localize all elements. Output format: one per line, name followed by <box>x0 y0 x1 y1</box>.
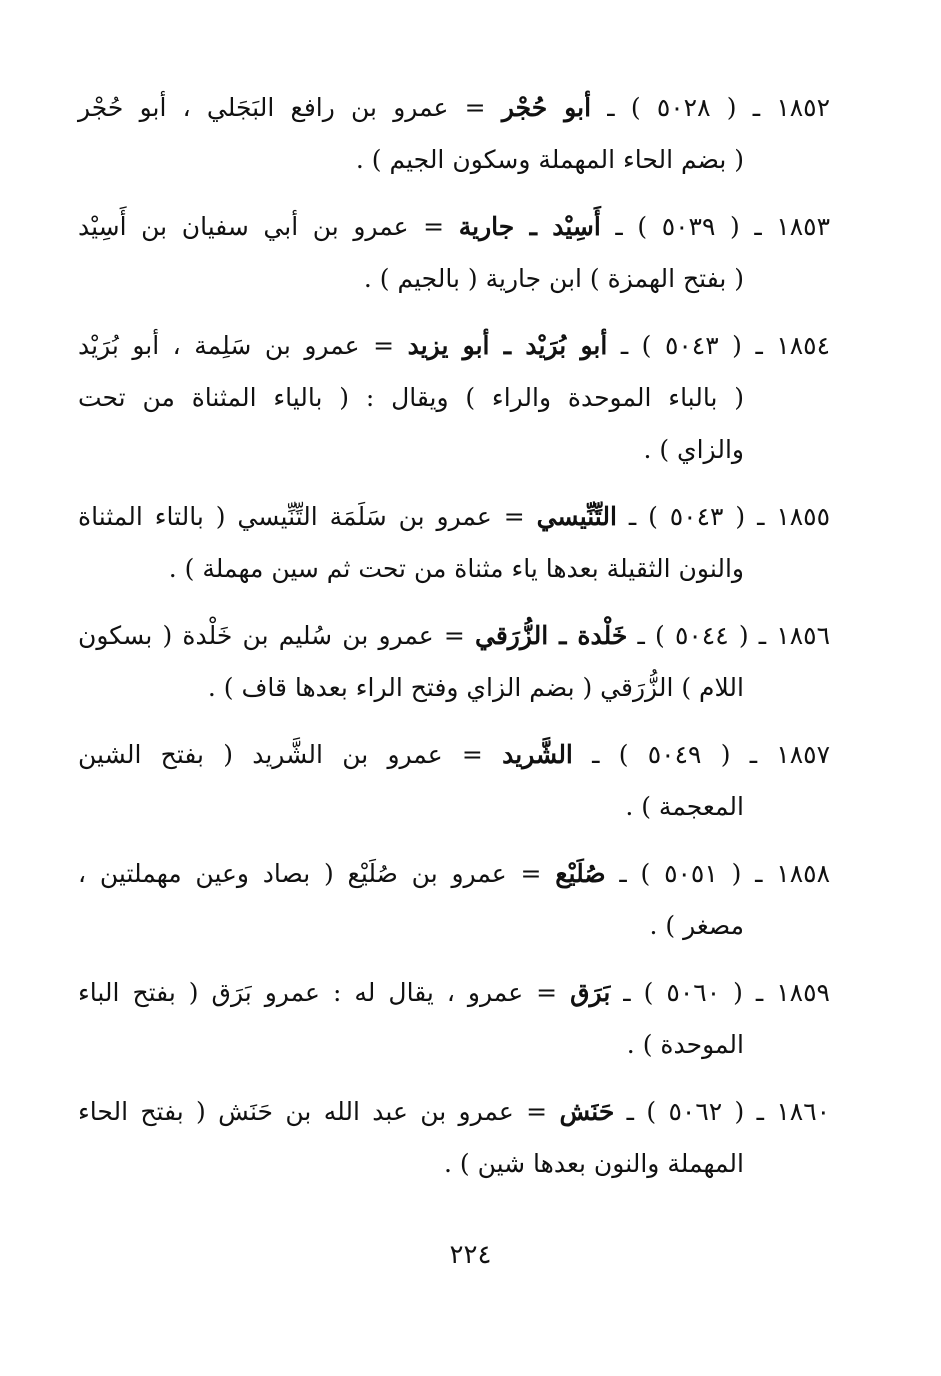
entry-1857: ١٨٥٧ ـ ( ٥٠٤٩ ) ـ الشَّريد = عمرو بن الشَّريد ( بفتح الشين المعجمة ) . <box>78 729 830 833</box>
entry-1854: ١٨٥٤ ـ ( ٥٠٤٣ ) ـ أبو بُرَيْد ـ أبو يزيد = عمرو بن سَلِمة ، أبو بُرَيْد ( بالباء الموحدة والراء ) ويقال : ( بالياء المثناة من تحت والزاي ) . <box>78 320 830 476</box>
page-number: ٢٢٤ <box>449 1240 492 1270</box>
entry-number: ١٨٥٨ <box>776 859 830 888</box>
entry-reference: ( ٥٠٣٩ ) <box>637 212 740 241</box>
entry-continuation: والنون الثقيلة بعدها ياء مثناة من تحت ثم سين مهملة ) . <box>168 554 744 583</box>
entry-text: = عمرو بن رافع البَجَلي ، أبو حُجْر <box>78 93 486 122</box>
entry-continuation: مصغر ) . <box>649 911 744 940</box>
entry-number: ١٨٥٩ <box>776 978 830 1007</box>
entry-reference: ( ٥٠٤٤ ) <box>655 621 749 650</box>
entry-continuation: ( بضم الحاء المهملة وسكون الجيم ) . <box>355 145 744 174</box>
entry-reference: ( ٥٠٥١ ) <box>640 859 742 888</box>
entry-number: ١٨٥٤ <box>776 331 831 360</box>
entry-continuation: ( بالباء الموحدة والراء ) ويقال : ( بالياء المثناة من تحت <box>78 383 744 412</box>
entry-1859: ١٨٥٩ ـ ( ٥٠٦٠ ) ـ بَرَق = عمرو ، يقال له : عمرو بَرَق ( بفتح الباء الموحدة ) . <box>78 967 830 1071</box>
entry-1860: ١٨٦٠ ـ ( ٥٠٦٢ ) ـ حَنَش = عمرو بن عبد الله بن حَنَش ( بفتح الحاء المهملة والنون بعدها شين ) . <box>78 1086 830 1190</box>
entry-1855: ١٨٥٥ ـ ( ٥٠٤٣ ) ـ التِّنِّيسي = عمرو بن سَلَمَة التِّنِّيسي ( بالتاء المثناة والنون الثقيلة بعدها ياء مثناة من تحت ثم سين مهملة ) . <box>78 491 830 595</box>
entry-name: أَسِيْد ـ جارية <box>458 212 601 241</box>
entry-1856: ١٨٥٦ ـ ( ٥٠٤٤ ) ـ خَلْدة ـ الزُّرَقي = عمرو بن سُليم بن خَلْدة ( بسكون اللام ) الزُّرَقي ( بضم الزاي وفتح الراء بعدها قاف ) . <box>78 610 830 714</box>
entry-text: = عمرو ، يقال له : عمرو بَرَق ( بفتح الباء <box>78 978 558 1007</box>
entry-reference: ( ٥٠٤٣ ) <box>648 502 746 531</box>
entry-name: أبو بُرَيْد ـ أبو يزيد <box>407 331 608 360</box>
page-body <box>78 82 830 1205</box>
entry-number: ١٨٥٦ <box>776 621 830 650</box>
entry-continuation: المعجمة ) . <box>625 792 744 821</box>
entry-number: ١٨٥٥ <box>776 502 831 531</box>
entry-text: = عمرو بن سَلِمة ، أبو بُرَيْد <box>78 331 395 360</box>
entry-continuation: الموحدة ) . <box>626 1030 744 1059</box>
entry-continuation: ( بفتح الهمزة ) ابن جارية ( بالجيم ) . <box>363 264 744 293</box>
entry-text: = عمرو بن عبد الله بن حَنَش ( بفتح الحاء <box>78 1097 548 1126</box>
entry-name: الشَّريد <box>502 740 573 769</box>
entry-reference: ( ٥٠٢٨ ) <box>630 93 737 122</box>
entry-reference: ( ٥٠٤٣ ) <box>641 331 742 360</box>
entry-name: بَرَق <box>570 978 611 1007</box>
entry-number: ١٨٥٧ <box>776 740 831 769</box>
entry-1858: ١٨٥٨ ـ ( ٥٠٥١ ) ـ صُلَيْع = عمرو بن صُلَيْع ( بصاد وعين مهملتين ، مصغر ) . <box>78 848 830 952</box>
entry-name: التِّنِّيسي <box>536 502 617 531</box>
entry-name: حَنَش <box>559 1097 615 1126</box>
entry-name: خَلْدة ـ الزُّرَقي <box>474 621 628 650</box>
entry-number: ١٨٥٢ <box>776 93 831 122</box>
entry-continuation: والزاي ) . <box>643 435 744 464</box>
entry-continuation: اللام ) الزُّرَقي ( بضم الزاي وفتح الراء بعدها قاف ) . <box>207 673 744 702</box>
entry-text: = عمرو بن صُلَيْع ( بصاد وعين مهملتين ، <box>78 859 542 888</box>
entry-reference: ( ٥٠٦٠ ) <box>643 978 743 1007</box>
entry-text: = عمرو بن سُليم بن خَلْدة ( بسكون <box>78 621 465 650</box>
entry-text: = عمرو بن الشَّريد ( بفتح الشين <box>78 740 483 769</box>
entry-text: = عمرو بن أبي سفيان بن أَسِيْد <box>78 212 445 241</box>
entry-text: = عمرو بن سَلَمَة التِّنِّيسي ( بالتاء المثناة <box>78 502 525 531</box>
entry-reference: ( ٥٠٤٩ ) <box>618 740 731 769</box>
entry-name: أبو حُجْر <box>501 93 592 122</box>
entry-1853: ١٨٥٣ ـ ( ٥٠٣٩ ) ـ أَسِيْد ـ جارية = عمرو بن أبي سفيان بن أَسِيْد ( بفتح الهمزة ) ابن جارية ( بالجيم ) . <box>78 201 830 305</box>
entry-number: ١٨٥٣ <box>776 212 831 241</box>
entry-continuation: المهملة والنون بعدها شين ) . <box>443 1149 744 1178</box>
entry-reference: ( ٥٠٦٢ ) <box>646 1097 745 1126</box>
entry-1852: ١٨٥٢ ـ ( ٥٠٢٨ ) ـ أبو حُجْر = عمرو بن رافع البَجَلي ، أبو حُجْر ( بضم الحاء المهملة وسكون الجيم ) . <box>78 82 830 186</box>
entry-number: ١٨٦٠ <box>776 1097 831 1126</box>
entry-name: صُلَيْع <box>555 859 606 888</box>
